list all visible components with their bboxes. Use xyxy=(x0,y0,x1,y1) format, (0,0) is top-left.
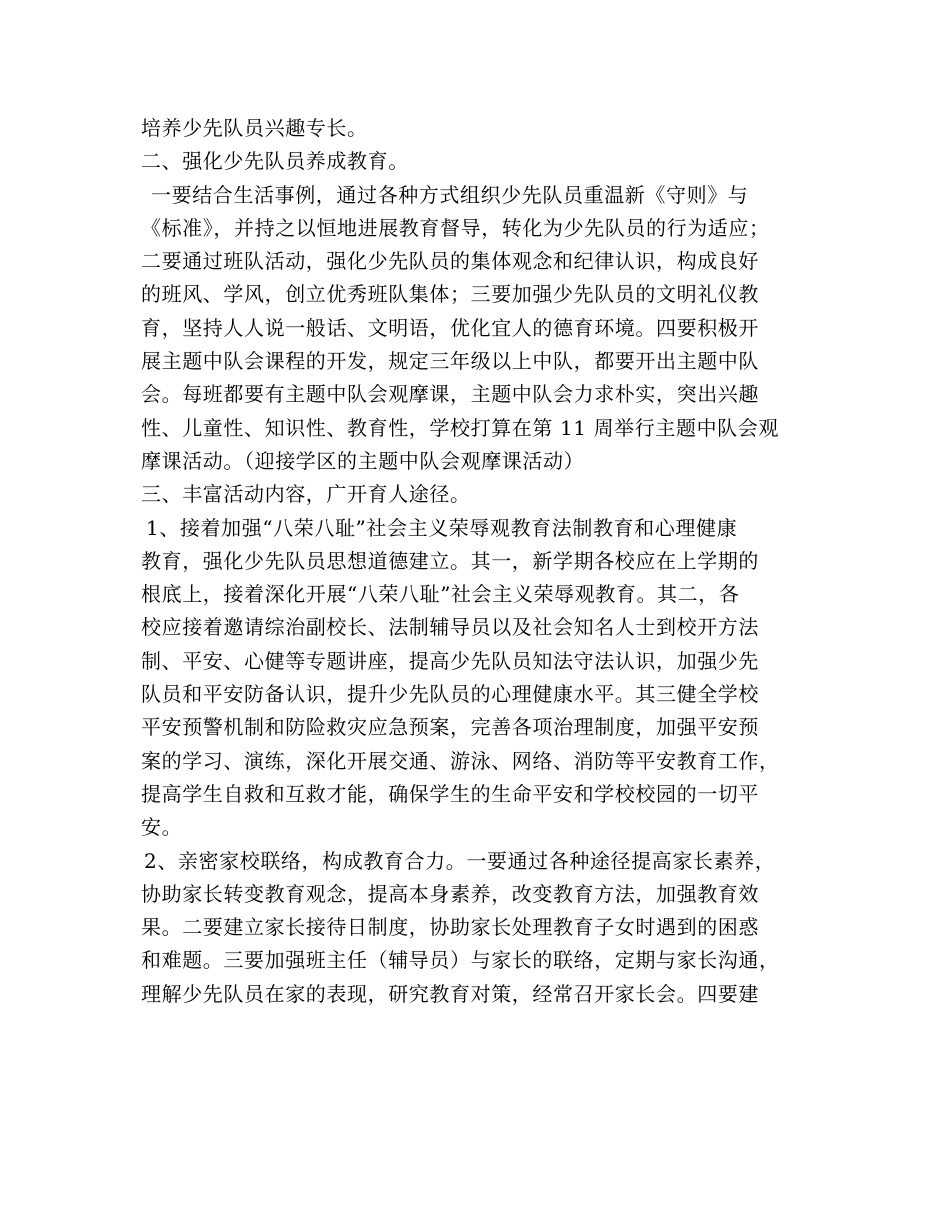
text-line: 会。每班都要有主题中队会观摩课，主题中队会力求朴实，突出兴趣 xyxy=(141,382,759,407)
text-line: 1、接着加强“八荣八耻”社会主义荣辱观教育法制教育和心理健康 xyxy=(146,515,738,540)
text-line: 制、平安、心健等专题讲座，提高少先队员知法守法认识，加强少先 xyxy=(141,648,759,673)
text-line: 和难题。三要加强班主任（辅导员）与家长的联络，定期与家长沟通， xyxy=(141,948,780,973)
body-text xyxy=(141,112,811,1011)
text-line: 二要通过班队活动，强化少先队员的集体观念和纪律认识，构成良好 xyxy=(141,249,759,274)
text-line: 一要结合生活事例，通过各种方式组织少先队员重温新《守则》与 xyxy=(151,182,749,207)
text-line: 安。 xyxy=(141,815,183,840)
text-line: 案的学习、演练，深化开展交通、游泳、网络、消防等平安教育工作， xyxy=(141,748,780,773)
section-heading: 三、丰富活动内容，广开育人途径。 xyxy=(141,482,471,507)
text-line: 展主题中队会课程的开发，规定三年级以上中队，都要开出主题中队 xyxy=(141,349,759,374)
text-line: 协助家长转变教育观念，提高本身素养，改变教育方法，加强教育效 xyxy=(141,881,759,906)
text-line: 育，坚持人人说一般话、文明语，优化宜人的德育环境。四要积极开 xyxy=(141,315,759,340)
text-line: 平安预警机制和防险救灾应急预案，完善各项治理制度，加强平安预 xyxy=(141,715,759,740)
text-line: 摩课活动。（迎接学区的主题中队会观摩课活动） xyxy=(141,448,585,473)
text-line: 教育，强化少先队员思想道德建立。其一，新学期各校应在上学期的 xyxy=(141,548,759,573)
text-line: 校应接着邀请综治副校长、法制辅导员以及社会知名人士到校开方法 xyxy=(141,615,759,640)
text-line: 培养少先队员兴趣专长。 xyxy=(141,116,368,140)
text-line: 《标准》，并持之以恒地进展教育督导，转化为少先队员的行为适应； xyxy=(141,215,770,240)
text-line: 性、儿童性、知识性、教育性，学校打算在第 11 周举行主题中队会观 xyxy=(141,415,779,440)
text-line: 队员和平安防备认识，提升少先队员的心理健康水平。其三健全学校 xyxy=(141,682,759,707)
text-line: 2、亲密家校联络，构成教育合力。一要通过各种途径提高家长素养， xyxy=(144,848,776,873)
text-line: 理解少先队员在家的表现，研究教育对策，经常召开家长会。四要建 xyxy=(141,981,759,1006)
section-heading: 二、强化少先队员养成教育。 xyxy=(141,149,409,174)
text-line: 的班风、学风，创立优秀班队集体；三要加强少先队员的文明礼仪教 xyxy=(141,282,759,307)
text-line: 果。二要建立家长接待日制度，协助家长处理教育子女时遇到的困惑 xyxy=(141,915,759,940)
text-line: 根底上，接着深化开展“八荣八耻”社会主义荣辱观教育。其二，各 xyxy=(141,582,740,607)
text-line: 提高学生自救和互救才能，确保学生的生命平安和学校校园的一切平 xyxy=(141,781,759,806)
